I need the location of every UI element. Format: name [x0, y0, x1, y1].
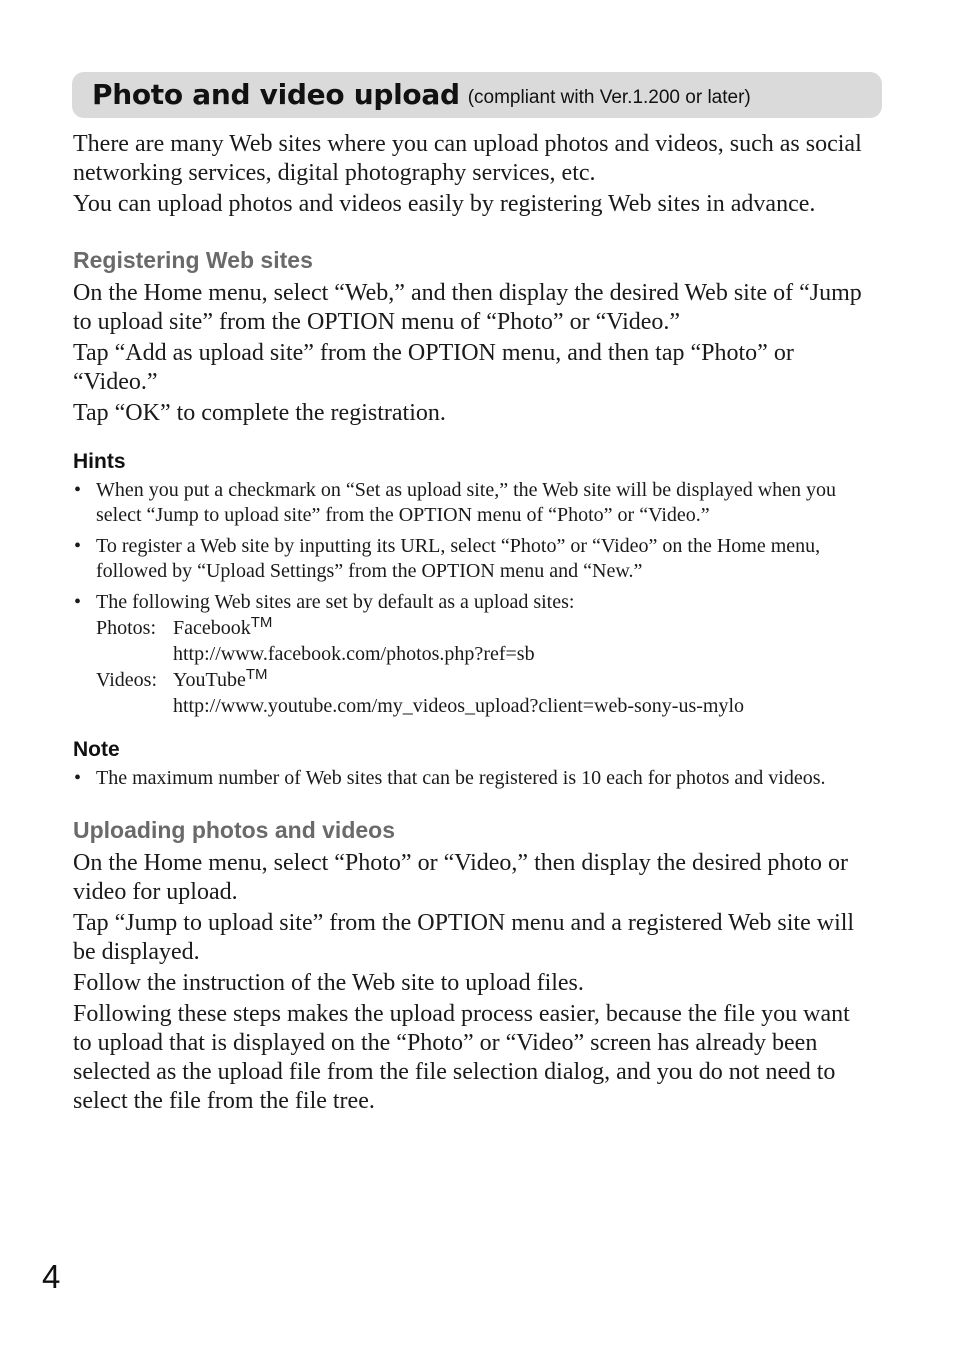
bullet-icon: • [74, 535, 82, 557]
photos-site-name: Facebook™ [173, 614, 273, 639]
note-heading: Note [73, 738, 120, 761]
photos-url: http://www.facebook.com/photos.php?ref=sb [173, 643, 535, 665]
hints-heading: Hints [73, 450, 126, 473]
bullet-icon: • [74, 591, 82, 613]
list-item [73, 590, 873, 719]
uploading-step: Following these steps makes the upload process easier, because the file you want to upload that is displayed on the “Photo” or “Video” screen has already been selected as the upload file from the file selection dialog, and you do not need to select the file from the file tree. [73, 1001, 850, 1114]
registering-step: Tap “OK” to complete the registration. [73, 400, 446, 426]
list-item [73, 478, 873, 528]
note-list [73, 766, 873, 791]
intro-paragraph: There are many Web sites where you can upload photos and videos, such as social networking services, digital photography services, etc. [73, 131, 862, 186]
list-item [73, 766, 873, 791]
videos-label: Videos: [96, 669, 158, 691]
section-heading-registering: Registering Web sites [73, 247, 313, 273]
intro-paragraph: You can upload photos and videos easily by registering Web sites in advance. [73, 191, 816, 217]
page-number: 4 [42, 1258, 61, 1295]
title-banner [72, 72, 882, 118]
section-heading-uploading: Uploading photos and videos [73, 817, 395, 843]
hint-text: When you put a checkmark on “Set as upload site,” the Web site will be displayed when you select “Jump to upload site” from the OPTION menu of “Photo” or “Video.” [96, 479, 837, 526]
default-sites-table [96, 615, 873, 719]
registering-step: Tap “Add as upload site” from the OPTION menu, and then tap “Photo” or “Video.” [73, 340, 794, 395]
uploading-step: Follow the instruction of the Web site to upload files. [73, 970, 584, 996]
videos-site-name: YouTube™ [173, 666, 268, 691]
registering-step: On the Home menu, select “Web,” and then display the desired Web site of “Jump to upload site” from the OPTION menu of “Photo” or “Video.” [73, 280, 862, 335]
trademark-mark: TM [250, 614, 273, 631]
bullet-icon: • [74, 479, 82, 501]
videos-url: http://www.youtube.com/my_videos_upload?client=web-sony-us-mylo [173, 695, 745, 717]
uploading-step: Tap “Jump to upload site” from the OPTION menu and a registered Web site will be displayed. [73, 910, 855, 965]
note-text: The maximum number of Web sites that can be registered is 10 each for photos and videos. [96, 767, 826, 789]
photos-label: Photos: [96, 617, 157, 639]
hints-list [73, 478, 873, 719]
version-note: (compliant with Ver.1.200 or later) [467, 87, 751, 108]
hint-text: To register a Web site by inputting its URL, select “Photo” or “Video” on the Home menu, followed by “Upload Settings” from the OPTION menu and “New.” [96, 535, 821, 582]
spacer [96, 641, 173, 667]
trademark-mark: TM [245, 666, 268, 683]
page-content [73, 130, 873, 1118]
list-item [73, 534, 873, 584]
bullet-icon: • [74, 767, 82, 789]
page-title: Photo and video upload [92, 78, 460, 111]
spacer [96, 693, 173, 719]
hint-text: The following Web sites are set by default as a upload sites: [96, 591, 575, 613]
uploading-step: On the Home menu, select “Photo” or “Video,” then display the desired photo or video for upload. [73, 850, 849, 905]
